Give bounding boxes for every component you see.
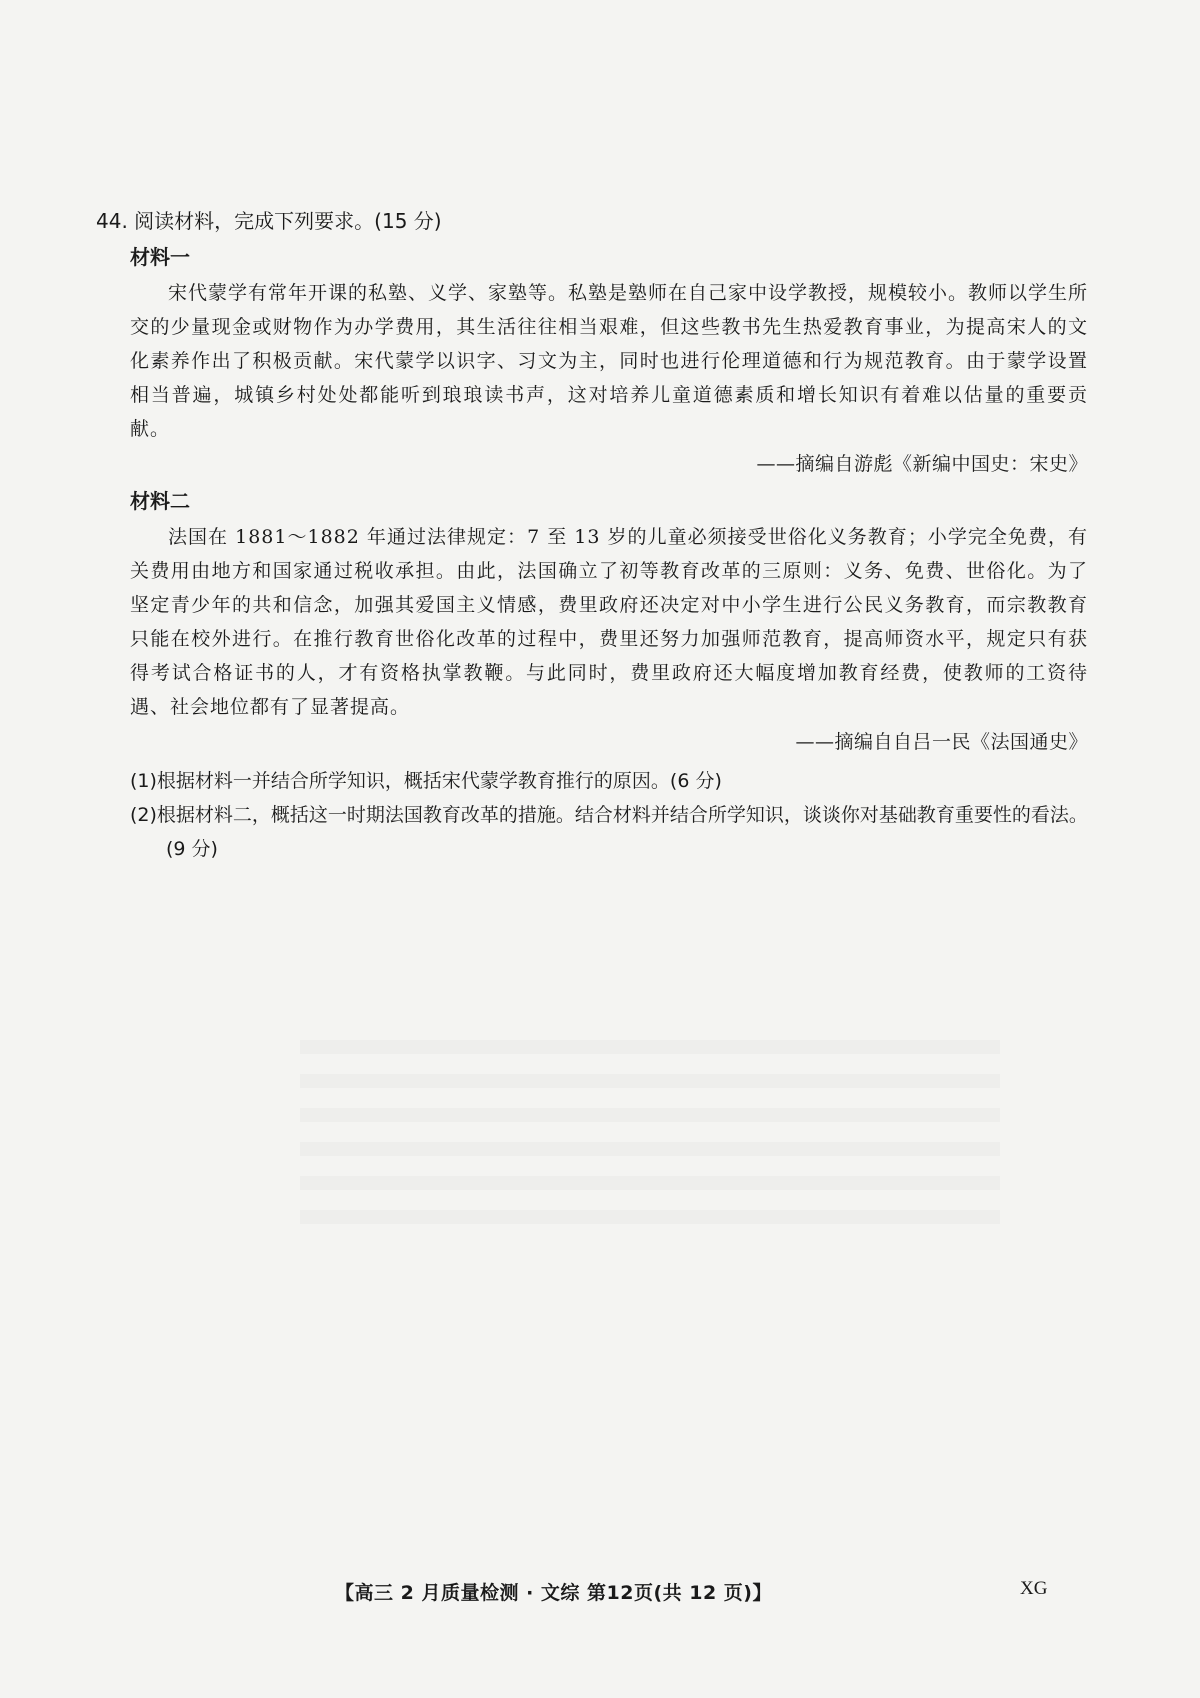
material-2-source: ——摘编自自吕一民《法国通史》 [795,731,1088,753]
bleed-through-shadow [300,1040,1000,1240]
question-44 [96,206,1088,866]
sub-question-1: (1)根据材料一并结合所学知识，概括宋代蒙学教育推行的原因。(6 分) [130,770,722,792]
material-1-source: ——摘编自游彪《新编中国史：宋史》 [756,453,1088,475]
material-2-heading: 材料二 [130,489,190,513]
material-1-text: 宋代蒙学有常年开课的私塾、义学、家塾等。私塾是塾师在自己家中设学教授，规模较小。教师以学生所交的少量现金或财物作为办学费用，其生活往往相当艰难，但这些教书先生热爱教育事业，为提高宋人的文化素养作出了积极贡献。宋代蒙学以识字、习文为主，同时也进行伦理道德和行为规范教育。由于蒙学设置相当普遍，城镇乡村处处都能听到琅琅读书声，这对培养儿童道德素质和增长知识有着难以估量的重要贡献。 [130,282,1089,440]
material-1-heading: 材料一 [130,245,190,269]
question-title: 44. 阅读材料，完成下列要求。(15 分) [96,209,442,233]
page-footer [0,1578,1200,1608]
sub-question-2: (2)根据材料二，概括这一时期法国教育改革的措施。结合材料并结合所学知识，谈谈你对基础教育重要性的看法。(9 分) [130,804,1088,860]
material-2-text: 法国在 1881～1882 年通过法律规定：7 至 13 岁的儿童必须接受世俗化义务教育；小学完全免费，有关费用由地方和国家通过税收承担。由此，法国确立了初等教育改革的三原则：义务、免费、世俗化。为了坚定青少年的共和信念，加强其爱国主义情感，费里政府还决定对中小学生进行公民义务教育，而宗教教育只能在校外进行。在推行教育世俗化改革的过程中，费里还努力加强师范教育，提高师资水平，规定只有获得考试合格证书的人，才有资格执掌教鞭。与此同时，费里政府还大幅度增加教育经费，使教师的工资待遇、社会地位都有了显著提高。 [130,526,1088,718]
footer-exam-info: 【高三 2 月质量检测 · 文综 第12页(共 12 页)】 [335,1582,772,1604]
footer-code: XG [1020,1578,1048,1599]
